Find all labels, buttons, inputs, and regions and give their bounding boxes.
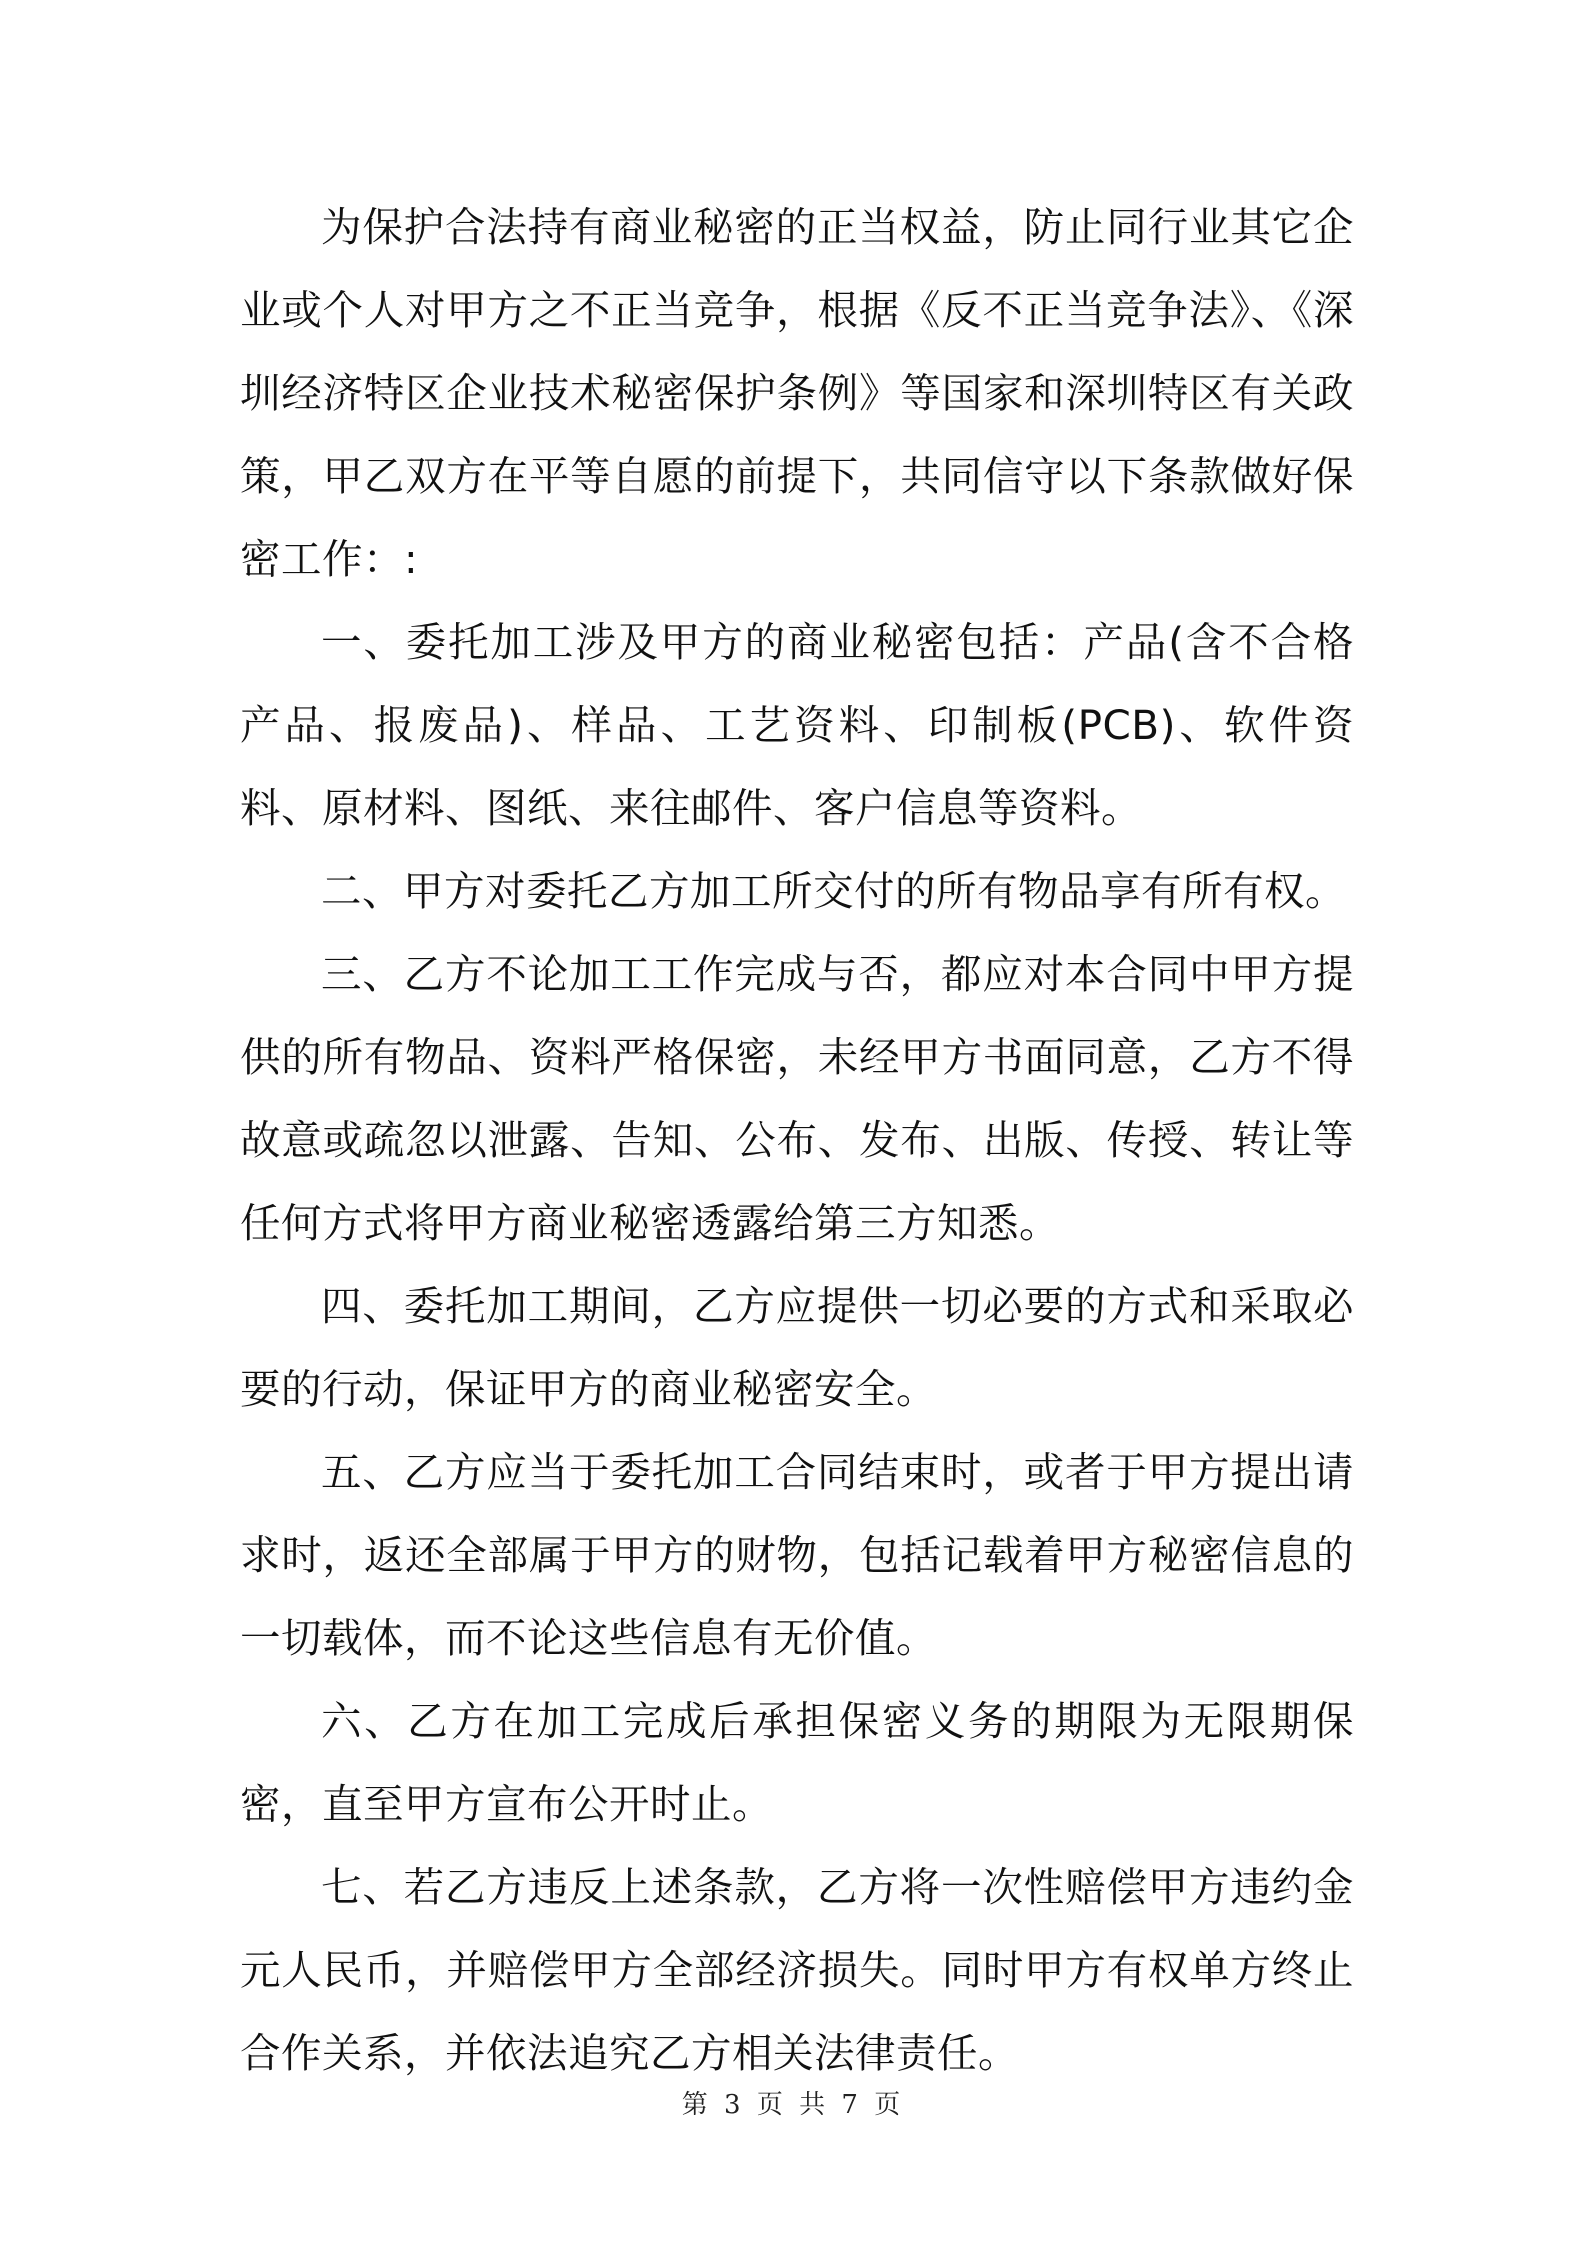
paragraph-clause-1: 一、委托加工涉及甲方的商业秘密包括：产品(含不合格产品、报废品)、样品、工艺资料、印制板(PCB)、软件资料、原材料、图纸、来往邮件、客户信息等资料。 [240, 618, 1354, 832]
paragraph-clause-6: 六、乙方在加工完成后承担保密义务的期限为无限期保密，直至甲方宣布公开时止。 [240, 1697, 1354, 1828]
paragraph-clause-4: 四、委托加工期间，乙方应提供一切必要的方式和采取必要的行动，保证甲方的商业秘密安全。 [240, 1282, 1354, 1413]
paragraph-intro: 为保护合法持有商业秘密的正当权益，防止同行业其它企业或个人对甲方之不正当竞争，根据《反不正当竞争法》、《深圳经济特区企业技术秘密保护条例》等国家和深圳特区有关政策，甲乙双方在平等自愿的前提下，共同信守以下条款做好保密工作：: [240, 203, 1354, 583]
paragraph-clause-3: 三、乙方不论加工工作完成与否，都应对本合同中甲方提供的所有物品、资料严格保密，未经甲方书面同意，乙方不得故意或疏忽以泄露、告知、公布、发布、出版、传授、转让等任何方式将甲方商业秘密透露给第三方知悉。 [240, 950, 1354, 1247]
paragraph-clause-5: 五、乙方应当于委托加工合同结束时，或者于甲方提出请求时，返还全部属于甲方的财物，包括记载着甲方秘密信息的一切载体，而不论这些信息有无价值。 [240, 1448, 1354, 1662]
paragraph-clause-2: 二、甲方对委托乙方加工所交付的所有物品享有所有权。 [321, 867, 1346, 915]
paragraph-clause-7: 七、若乙方违反上述条款，乙方将一次性赔偿甲方违约金 元人民币，并赔偿甲方全部经济损失。同时甲方有权单方终止合作关系，并依法追究乙方相关法律责任。 [240, 1863, 1354, 2077]
page-number-footer: 第 3 页 共 7 页 [681, 2090, 905, 2120]
document-body [240, 186, 1354, 2095]
